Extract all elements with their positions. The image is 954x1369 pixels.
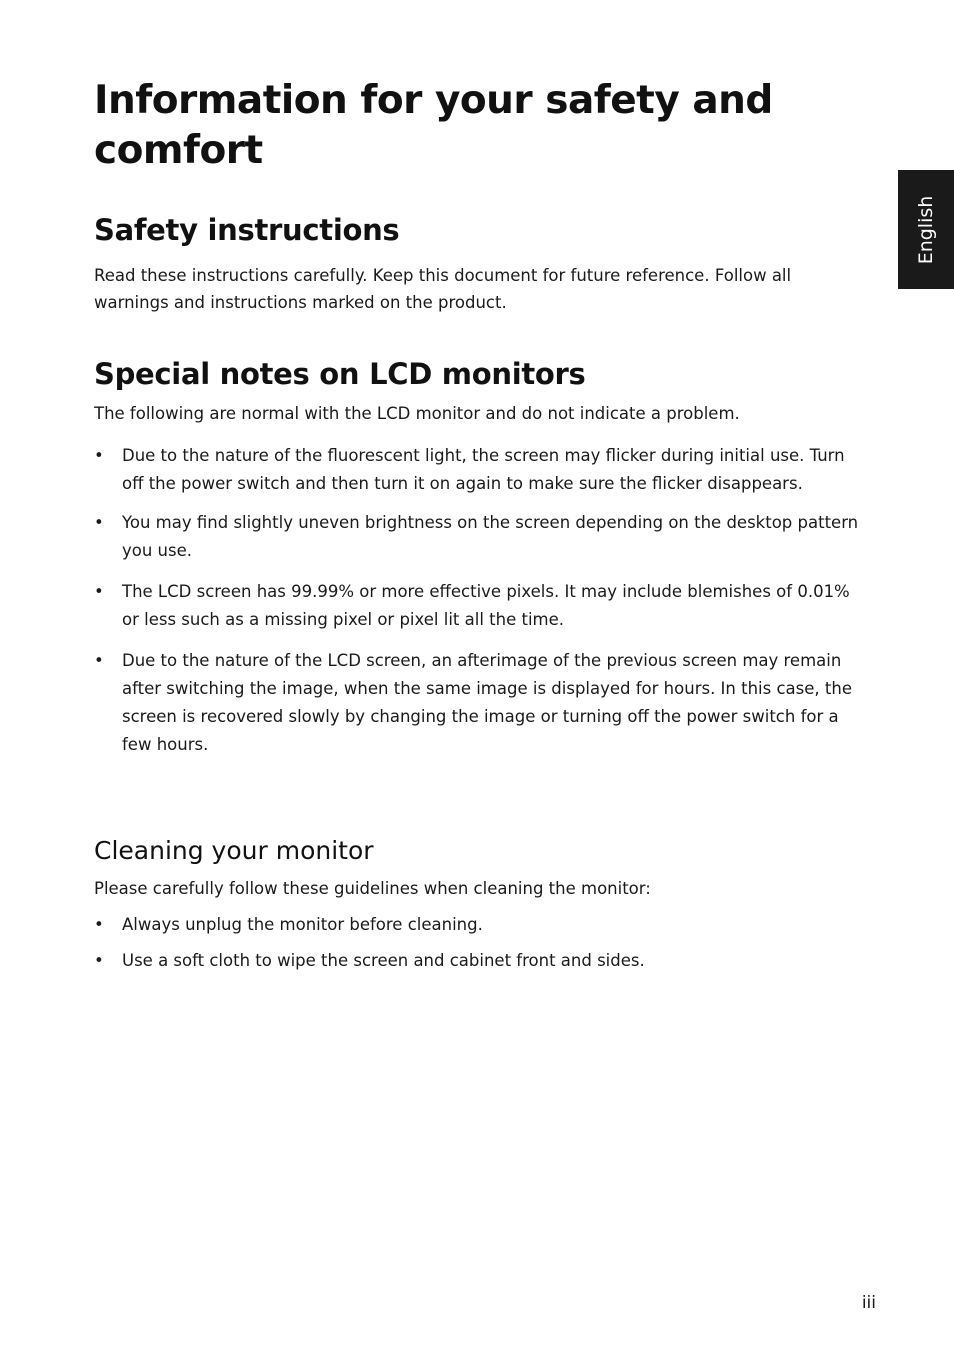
list-item-text: The LCD screen has 99.99% or more effective pixels. It may include blemishes of 0.01% or less such as a missing pixel or pixel lit all the time. xyxy=(122,582,850,629)
language-label: English xyxy=(915,195,937,264)
list-item xyxy=(94,509,869,565)
bullet-icon: • xyxy=(94,651,104,670)
lcd-notes-list xyxy=(94,442,869,759)
bullet-icon: • xyxy=(94,582,104,601)
page-title: Information for your safety and comfort xyxy=(94,78,773,173)
list-item xyxy=(94,442,869,498)
list-item xyxy=(94,911,869,939)
heading-special-notes-lcd: Special notes on LCD monitors xyxy=(94,357,586,391)
bullet-icon: • xyxy=(94,446,104,465)
list-item-text: Always unplug the monitor before cleaning. xyxy=(122,915,483,934)
bullet-icon: • xyxy=(94,915,104,934)
list-item xyxy=(94,947,869,975)
cleaning-intro: Please carefully follow these guidelines when cleaning the monitor: xyxy=(94,879,651,898)
heading-cleaning-monitor: Cleaning your monitor xyxy=(94,836,374,865)
page-number: iii xyxy=(861,1293,876,1313)
cleaning-guidelines-list xyxy=(94,911,869,975)
list-item-text: Due to the nature of the LCD screen, an afterimage of the previous screen may remain after switching the image, when the same image is displayed for hours. In this case, the screen is recovered slowly by changing the image or turning off the power switch for a few hours. xyxy=(122,651,852,754)
list-item xyxy=(94,647,869,759)
bullet-icon: • xyxy=(94,951,104,970)
language-side-tab xyxy=(898,170,954,289)
heading-safety-instructions: Safety instructions xyxy=(94,213,400,247)
list-item-text: Due to the nature of the fluorescent light, the screen may flicker during initial use. Turn off the power switch and then turn it on again to make sure the flicker disappears. xyxy=(122,446,845,493)
bullet-icon: • xyxy=(94,513,104,532)
list-item-text: You may find slightly uneven brightness on the screen depending on the desktop pattern you use. xyxy=(122,513,859,560)
special-notes-intro: The following are normal with the LCD monitor and do not indicate a problem. xyxy=(94,404,740,423)
list-item xyxy=(94,578,869,634)
list-item-text: Use a soft cloth to wipe the screen and cabinet front and sides. xyxy=(122,951,645,970)
safety-instructions-intro: Read these instructions carefully. Keep this document for future reference. Follow all warnings and instructions marked on the product. xyxy=(94,266,792,312)
